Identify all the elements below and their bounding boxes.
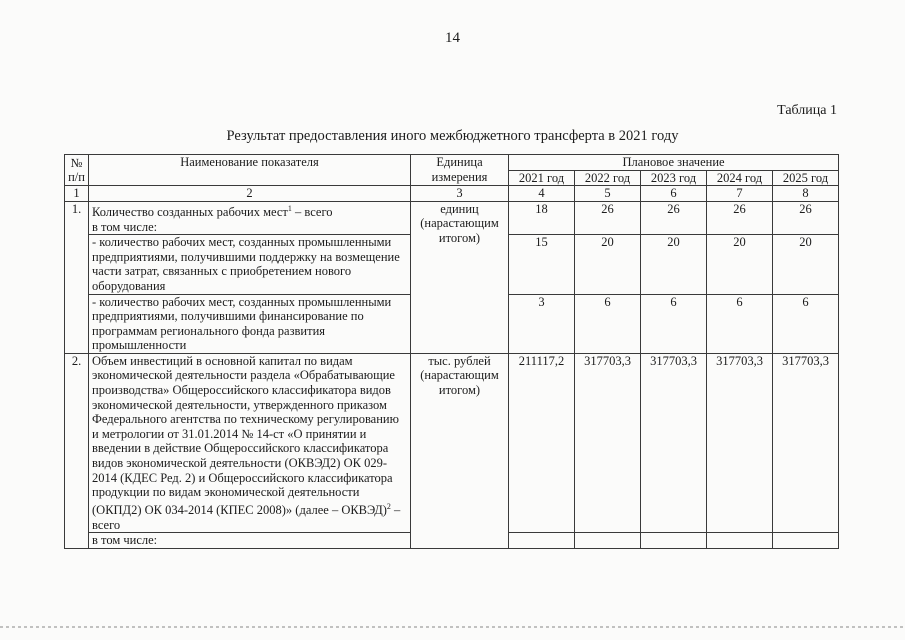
column-index: 8 [773, 186, 839, 202]
indicator-name-text: - количество рабочих мест, созданных промышленными предприятиями, получившими финансирование по программам регионального фонда развития промышленности [92, 294, 392, 353]
planned-value-cell: 211117,2 [509, 353, 575, 532]
footnote-mark: 2 [386, 501, 391, 511]
planned-value-cell: 20 [641, 235, 707, 294]
indicator-name-suffix: – всего [291, 204, 333, 219]
indicator-name [89, 201, 411, 234]
header-year: 2024 год [707, 170, 773, 186]
planned-value-cell: 26 [707, 201, 773, 234]
header-number: № п/п [65, 155, 89, 186]
planned-value-cell [707, 533, 773, 549]
indicator-name [89, 353, 411, 532]
column-index: 3 [411, 186, 509, 202]
table-body [65, 201, 839, 548]
indicator-name-suffix: – всего [92, 502, 401, 532]
planned-value-cell: 6 [707, 294, 773, 353]
unit-of-measure: тыс. рублей (нарастающим итогом) [411, 353, 509, 548]
indicator-name [89, 235, 411, 294]
planned-value-cell: 15 [509, 235, 575, 294]
indicator-name-text: - количество рабочих мест, созданных промышленными предприятиями, получившими поддержку на возмещение части затрат, связанных с приобретением нового оборудования [92, 235, 400, 293]
header-year: 2023 год [641, 170, 707, 186]
planned-value-cell: 20 [707, 235, 773, 294]
column-index: 1 [65, 186, 89, 202]
header-planned-value: Плановое значение [509, 155, 839, 171]
planned-value-cell: 26 [575, 201, 641, 234]
header-year: 2022 год [575, 170, 641, 186]
indicator-name [89, 294, 411, 353]
header-year: 2025 год [773, 170, 839, 186]
column-index: 5 [575, 186, 641, 202]
planned-value-cell: 20 [773, 235, 839, 294]
page-number: 14 [445, 30, 460, 46]
planned-value-cell [575, 533, 641, 549]
column-index: 2 [89, 186, 411, 202]
scan-artifact-line [0, 626, 905, 628]
indicator-name-text: Количество созданных рабочих мест [92, 204, 288, 219]
unit-of-measure: единиц (нарастающим итогом) [411, 201, 509, 353]
header-unit: Единица измерения [411, 155, 509, 186]
indicator-name-text: Объем инвестиций в основной капитал по видам экономической деятельности раздела «Обрабатывающие производства» Общероссийского классификатора видов экономической деятельности, утвержденного приказом Федерального агентства по техническому регулированию и метрологии от 31.01.2014 № 14-ст «О принятии и введении в действие Общероссийского классификатора видов экономической деятельности (ОКВЭД2) ОК 029-2014 (КДЕС Ред. 2) и Общероссийского классификатора продукции по видам экономической деятельности (ОКПД2) ОК 034-2014 (КПЕС 2008)» (далее – ОКВЭД) [92, 353, 399, 517]
planned-value-cell: 26 [773, 201, 839, 234]
planned-value-cell: 317703,3 [641, 353, 707, 532]
planned-value-cell [509, 533, 575, 549]
planned-value-cell: 6 [641, 294, 707, 353]
planned-value-cell [641, 533, 707, 549]
table-title: Результат предоставления иного межбюджетного трансферта в 2021 году [226, 128, 679, 144]
planned-value-cell: 6 [575, 294, 641, 353]
planned-value-cell: 317703,3 [773, 353, 839, 532]
planned-value-cell: 3 [509, 294, 575, 353]
column-index: 7 [707, 186, 773, 202]
table-row [65, 353, 839, 532]
planned-value-cell [773, 533, 839, 549]
row-number: 1. [65, 201, 89, 353]
planned-value-cell: 317703,3 [707, 353, 773, 532]
indicator-name-text: в том числе: [92, 533, 158, 548]
table-label: Таблица 1 [777, 103, 837, 118]
planned-value-cell: 20 [575, 235, 641, 294]
planned-value-cell: 18 [509, 201, 575, 234]
results-table [64, 154, 839, 549]
planned-value-cell: 26 [641, 201, 707, 234]
planned-value-cell: 6 [773, 294, 839, 353]
header-indicator-name: Наименование показателя [89, 155, 411, 186]
column-index: 4 [509, 186, 575, 202]
planned-value-cell: 317703,3 [575, 353, 641, 532]
table-row [65, 201, 839, 234]
row-number: 2. [65, 353, 89, 548]
indicator-subheading: в том числе: [92, 219, 158, 234]
header-year: 2021 год [509, 170, 575, 186]
column-index: 6 [641, 186, 707, 202]
indicator-name [89, 533, 411, 549]
footnote-mark: 1 [287, 203, 292, 213]
